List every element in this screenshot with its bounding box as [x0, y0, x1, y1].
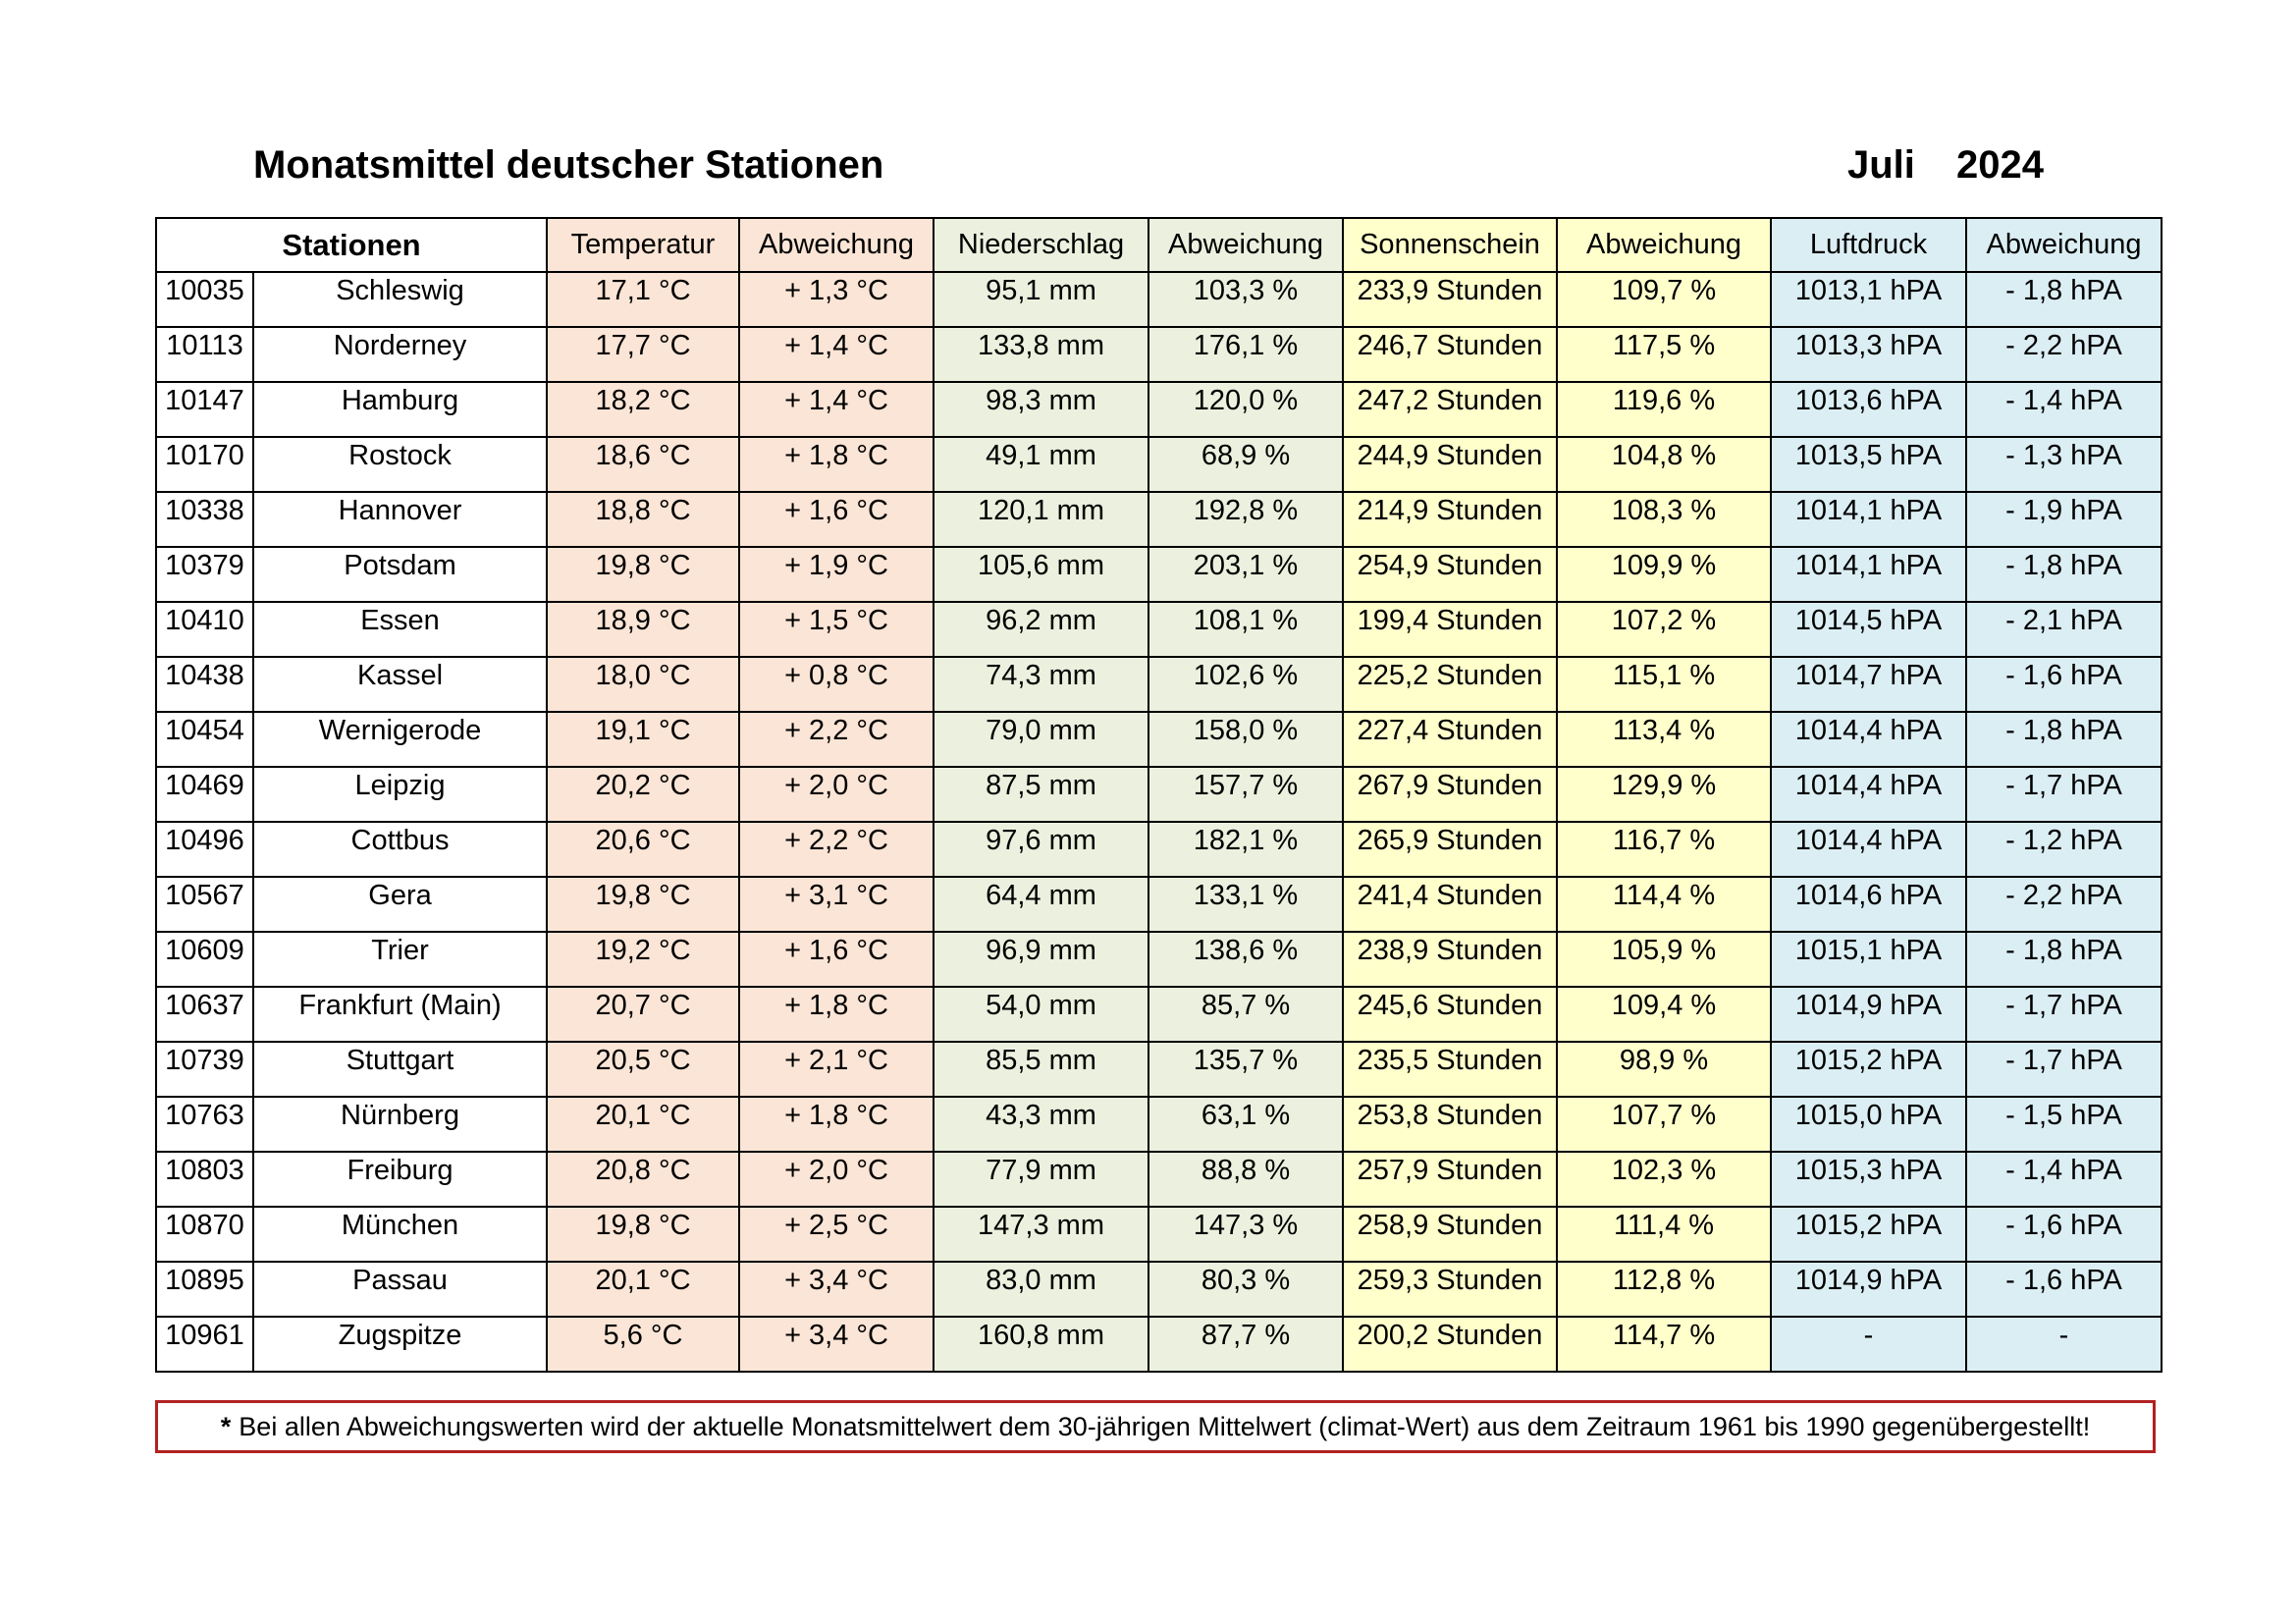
station-name: Kassel — [253, 657, 547, 712]
precipitation-value: 98,3 mm — [934, 382, 1148, 437]
sunshine-deviation: 111,4 % — [1557, 1207, 1771, 1262]
pressure-value: - — [1771, 1317, 1966, 1372]
temperature-value: 20,6 °C — [547, 822, 739, 877]
sunshine-deviation: 112,8 % — [1557, 1262, 1771, 1317]
sunshine-deviation: 114,4 % — [1557, 877, 1771, 932]
page-title: Monatsmittel deutscher Stationen — [253, 143, 884, 187]
sunshine-deviation: 107,7 % — [1557, 1097, 1771, 1152]
precipitation-value: 87,5 mm — [934, 767, 1148, 822]
header-niederschlag: Niederschlag — [934, 218, 1148, 272]
header-luftdruck: Luftdruck — [1771, 218, 1966, 272]
table-row — [156, 932, 2162, 987]
temperature-value: 20,7 °C — [547, 987, 739, 1042]
station-name: Zugspitze — [253, 1317, 547, 1372]
temperature-deviation: + 1,6 °C — [739, 492, 934, 547]
precipitation-deviation: 80,3 % — [1148, 1262, 1343, 1317]
sunshine-value: 225,2 Stunden — [1343, 657, 1557, 712]
precipitation-deviation: 102,6 % — [1148, 657, 1343, 712]
station-name: Potsdam — [253, 547, 547, 602]
precipitation-deviation: 182,1 % — [1148, 822, 1343, 877]
station-name: Frankfurt (Main) — [253, 987, 547, 1042]
temperature-value: 18,8 °C — [547, 492, 739, 547]
temperature-value: 20,2 °C — [547, 767, 739, 822]
temperature-value: 18,0 °C — [547, 657, 739, 712]
station-id: 10961 — [156, 1317, 253, 1372]
precipitation-deviation: 120,0 % — [1148, 382, 1343, 437]
sunshine-value: 235,5 Stunden — [1343, 1042, 1557, 1097]
station-name: München — [253, 1207, 547, 1262]
footnote-text: Bei allen Abweichungswerten wird der aktuelle Monatsmittelwert dem 30-jährigen Mittelwert (climat-Wert) aus dem Zeitraum 1961 bis 1990 gegenübergestellt! — [239, 1411, 2091, 1441]
station-id: 10567 — [156, 877, 253, 932]
station-name: Hannover — [253, 492, 547, 547]
temperature-deviation: + 1,8 °C — [739, 987, 934, 1042]
sunshine-deviation: 108,3 % — [1557, 492, 1771, 547]
precipitation-value: 147,3 mm — [934, 1207, 1148, 1262]
station-id: 10469 — [156, 767, 253, 822]
precipitation-deviation: 88,8 % — [1148, 1152, 1343, 1207]
station-id: 10147 — [156, 382, 253, 437]
precipitation-value: 95,1 mm — [934, 272, 1148, 327]
sunshine-value: 259,3 Stunden — [1343, 1262, 1557, 1317]
sunshine-deviation: 113,4 % — [1557, 712, 1771, 767]
temperature-deviation: + 2,1 °C — [739, 1042, 934, 1097]
precipitation-deviation: 85,7 % — [1148, 987, 1343, 1042]
temperature-deviation: + 1,4 °C — [739, 327, 934, 382]
station-name: Rostock — [253, 437, 547, 492]
table-row — [156, 1207, 2162, 1262]
temperature-deviation: + 1,8 °C — [739, 1097, 934, 1152]
sunshine-value: 227,4 Stunden — [1343, 712, 1557, 767]
temperature-deviation: + 3,4 °C — [739, 1262, 934, 1317]
station-name: Stuttgart — [253, 1042, 547, 1097]
table-row — [156, 657, 2162, 712]
station-id: 10763 — [156, 1097, 253, 1152]
station-id: 10895 — [156, 1262, 253, 1317]
precipitation-deviation: 192,8 % — [1148, 492, 1343, 547]
sunshine-value: 199,4 Stunden — [1343, 602, 1557, 657]
station-name: Hamburg — [253, 382, 547, 437]
header-sonnenschein: Sonnenschein — [1343, 218, 1557, 272]
sunshine-deviation: 109,9 % — [1557, 547, 1771, 602]
station-id: 10803 — [156, 1152, 253, 1207]
sunshine-deviation: 117,5 % — [1557, 327, 1771, 382]
station-id: 10870 — [156, 1207, 253, 1262]
precipitation-deviation: 87,7 % — [1148, 1317, 1343, 1372]
pressure-value: 1015,0 hPA — [1771, 1097, 1966, 1152]
precipitation-deviation: 203,1 % — [1148, 547, 1343, 602]
pressure-value: 1013,1 hPA — [1771, 272, 1966, 327]
month-label: Juli — [1847, 143, 1915, 187]
pressure-value: 1014,4 hPA — [1771, 822, 1966, 877]
pressure-deviation: - 1,4 hPA — [1966, 382, 2162, 437]
table-row — [156, 1262, 2162, 1317]
sunshine-deviation: 109,7 % — [1557, 272, 1771, 327]
temperature-value: 20,5 °C — [547, 1042, 739, 1097]
station-id: 10113 — [156, 327, 253, 382]
station-name: Cottbus — [253, 822, 547, 877]
table-body — [156, 272, 2162, 1372]
precipitation-value: 120,1 mm — [934, 492, 1148, 547]
pressure-value: 1014,4 hPA — [1771, 767, 1966, 822]
header-ns-abweichung: Abweichung — [1148, 218, 1343, 272]
header-temperatur: Temperatur — [547, 218, 739, 272]
temperature-deviation: + 1,9 °C — [739, 547, 934, 602]
station-name: Leipzig — [253, 767, 547, 822]
temperature-deviation: + 1,5 °C — [739, 602, 934, 657]
footnote-box — [155, 1400, 2156, 1453]
sunshine-value: 265,9 Stunden — [1343, 822, 1557, 877]
temperature-deviation: + 3,1 °C — [739, 877, 934, 932]
pressure-value: 1015,1 hPA — [1771, 932, 1966, 987]
pressure-deviation: - 1,7 hPA — [1966, 1042, 2162, 1097]
table-row — [156, 492, 2162, 547]
station-id: 10170 — [156, 437, 253, 492]
pressure-deviation: - — [1966, 1317, 2162, 1372]
table-row — [156, 1097, 2162, 1152]
pressure-value: 1013,3 hPA — [1771, 327, 1966, 382]
table-row — [156, 327, 2162, 382]
sunshine-deviation: 119,6 % — [1557, 382, 1771, 437]
station-id: 10609 — [156, 932, 253, 987]
pressure-value: 1013,6 hPA — [1771, 382, 1966, 437]
sunshine-value: 254,9 Stunden — [1343, 547, 1557, 602]
footnote-marker: * — [220, 1411, 232, 1441]
header-stationen: Stationen — [156, 218, 547, 272]
precipitation-deviation: 138,6 % — [1148, 932, 1343, 987]
pressure-deviation: - 1,9 hPA — [1966, 492, 2162, 547]
pressure-value: 1015,2 hPA — [1771, 1207, 1966, 1262]
pressure-value: 1014,4 hPA — [1771, 712, 1966, 767]
precipitation-value: 105,6 mm — [934, 547, 1148, 602]
precipitation-value: 97,6 mm — [934, 822, 1148, 877]
pressure-deviation: - 1,8 hPA — [1966, 272, 2162, 327]
year-label: 2024 — [1956, 143, 2044, 187]
precipitation-deviation: 147,3 % — [1148, 1207, 1343, 1262]
temperature-value: 19,8 °C — [547, 547, 739, 602]
temperature-deviation: + 1,8 °C — [739, 437, 934, 492]
precipitation-value: 74,3 mm — [934, 657, 1148, 712]
temperature-deviation: + 2,5 °C — [739, 1207, 934, 1262]
precipitation-deviation: 176,1 % — [1148, 327, 1343, 382]
temperature-value: 20,1 °C — [547, 1097, 739, 1152]
precipitation-value: 79,0 mm — [934, 712, 1148, 767]
pressure-deviation: - 2,2 hPA — [1966, 877, 2162, 932]
temperature-value: 18,2 °C — [547, 382, 739, 437]
sunshine-deviation: 109,4 % — [1557, 987, 1771, 1042]
station-name: Trier — [253, 932, 547, 987]
temperature-value: 19,8 °C — [547, 1207, 739, 1262]
station-name: Nürnberg — [253, 1097, 547, 1152]
station-id: 10739 — [156, 1042, 253, 1097]
pressure-deviation: - 1,6 hPA — [1966, 1207, 2162, 1262]
sunshine-value: 247,2 Stunden — [1343, 382, 1557, 437]
sunshine-deviation: 105,9 % — [1557, 932, 1771, 987]
precipitation-deviation: 68,9 % — [1148, 437, 1343, 492]
temperature-deviation: + 1,6 °C — [739, 932, 934, 987]
sunshine-deviation: 115,1 % — [1557, 657, 1771, 712]
table-row — [156, 437, 2162, 492]
sunshine-value: 246,7 Stunden — [1343, 327, 1557, 382]
pressure-value: 1014,7 hPA — [1771, 657, 1966, 712]
pressure-deviation: - 2,1 hPA — [1966, 602, 2162, 657]
precipitation-value: 49,1 mm — [934, 437, 1148, 492]
station-name: Gera — [253, 877, 547, 932]
precipitation-value: 133,8 mm — [934, 327, 1148, 382]
precipitation-value: 64,4 mm — [934, 877, 1148, 932]
temperature-value: 19,8 °C — [547, 877, 739, 932]
sunshine-value: 233,9 Stunden — [1343, 272, 1557, 327]
station-name: Freiburg — [253, 1152, 547, 1207]
sunshine-deviation: 129,9 % — [1557, 767, 1771, 822]
sunshine-deviation: 98,9 % — [1557, 1042, 1771, 1097]
pressure-value: 1014,1 hPA — [1771, 547, 1966, 602]
precipitation-value: 96,2 mm — [934, 602, 1148, 657]
table-row — [156, 987, 2162, 1042]
temperature-value: 20,8 °C — [547, 1152, 739, 1207]
precipitation-deviation: 133,1 % — [1148, 877, 1343, 932]
temperature-value: 17,1 °C — [547, 272, 739, 327]
pressure-deviation: - 1,7 hPA — [1966, 767, 2162, 822]
precipitation-value: 85,5 mm — [934, 1042, 1148, 1097]
table-row — [156, 272, 2162, 327]
station-id: 10410 — [156, 602, 253, 657]
table-row — [156, 767, 2162, 822]
table-row — [156, 547, 2162, 602]
precipitation-deviation: 158,0 % — [1148, 712, 1343, 767]
precipitation-deviation: 63,1 % — [1148, 1097, 1343, 1152]
table-row — [156, 712, 2162, 767]
sunshine-deviation: 107,2 % — [1557, 602, 1771, 657]
sunshine-value: 245,6 Stunden — [1343, 987, 1557, 1042]
sunshine-deviation: 116,7 % — [1557, 822, 1771, 877]
sunshine-value: 257,9 Stunden — [1343, 1152, 1557, 1207]
pressure-deviation: - 1,7 hPA — [1966, 987, 2162, 1042]
pressure-deviation: - 1,6 hPA — [1966, 1262, 2162, 1317]
sunshine-value: 258,9 Stunden — [1343, 1207, 1557, 1262]
pressure-deviation: - 1,4 hPA — [1966, 1152, 2162, 1207]
sunshine-deviation: 114,7 % — [1557, 1317, 1771, 1372]
pressure-value: 1015,2 hPA — [1771, 1042, 1966, 1097]
sunshine-value: 253,8 Stunden — [1343, 1097, 1557, 1152]
pressure-value: 1014,1 hPA — [1771, 492, 1966, 547]
pressure-deviation: - 2,2 hPA — [1966, 327, 2162, 382]
temperature-value: 20,1 °C — [547, 1262, 739, 1317]
precipitation-value: 160,8 mm — [934, 1317, 1148, 1372]
sunshine-value: 214,9 Stunden — [1343, 492, 1557, 547]
pressure-deviation: - 1,8 hPA — [1966, 547, 2162, 602]
sunshine-value: 244,9 Stunden — [1343, 437, 1557, 492]
temperature-deviation: + 0,8 °C — [739, 657, 934, 712]
station-id: 10438 — [156, 657, 253, 712]
station-id: 10338 — [156, 492, 253, 547]
table-row — [156, 877, 2162, 932]
table-row — [156, 382, 2162, 437]
temperature-value: 18,6 °C — [547, 437, 739, 492]
precipitation-value: 96,9 mm — [934, 932, 1148, 987]
pressure-value: 1013,5 hPA — [1771, 437, 1966, 492]
station-table — [155, 217, 2163, 1373]
temperature-deviation: + 3,4 °C — [739, 1317, 934, 1372]
precipitation-value: 83,0 mm — [934, 1262, 1148, 1317]
station-id: 10035 — [156, 272, 253, 327]
sunshine-deviation: 104,8 % — [1557, 437, 1771, 492]
temperature-deviation: + 2,2 °C — [739, 712, 934, 767]
table-row — [156, 1042, 2162, 1097]
table-row — [156, 1317, 2162, 1372]
sunshine-value: 238,9 Stunden — [1343, 932, 1557, 987]
temperature-value: 17,7 °C — [547, 327, 739, 382]
temperature-deviation: + 1,3 °C — [739, 272, 934, 327]
station-id: 10379 — [156, 547, 253, 602]
temperature-deviation: + 2,0 °C — [739, 1152, 934, 1207]
table-row — [156, 1152, 2162, 1207]
precipitation-value: 77,9 mm — [934, 1152, 1148, 1207]
precipitation-value: 54,0 mm — [934, 987, 1148, 1042]
pressure-value: 1014,5 hPA — [1771, 602, 1966, 657]
station-name: Wernigerode — [253, 712, 547, 767]
station-id: 10454 — [156, 712, 253, 767]
temperature-value: 19,2 °C — [547, 932, 739, 987]
temperature-value: 18,9 °C — [547, 602, 739, 657]
sunshine-value: 200,2 Stunden — [1343, 1317, 1557, 1372]
pressure-value: 1014,6 hPA — [1771, 877, 1966, 932]
temperature-value: 5,6 °C — [547, 1317, 739, 1372]
temperature-value: 19,1 °C — [547, 712, 739, 767]
precipitation-deviation: 157,7 % — [1148, 767, 1343, 822]
pressure-value: 1014,9 hPA — [1771, 1262, 1966, 1317]
header-sun-abweichung: Abweichung — [1557, 218, 1771, 272]
precipitation-deviation: 103,3 % — [1148, 272, 1343, 327]
station-id: 10496 — [156, 822, 253, 877]
table-row — [156, 822, 2162, 877]
pressure-deviation: - 1,3 hPA — [1966, 437, 2162, 492]
header-row — [156, 218, 2162, 272]
station-name: Norderney — [253, 327, 547, 382]
station-name: Essen — [253, 602, 547, 657]
sunshine-deviation: 102,3 % — [1557, 1152, 1771, 1207]
header-temp-abweichung: Abweichung — [739, 218, 934, 272]
precipitation-value: 43,3 mm — [934, 1097, 1148, 1152]
header-air-abweichung: Abweichung — [1966, 218, 2162, 272]
temperature-deviation: + 1,4 °C — [739, 382, 934, 437]
table-row — [156, 602, 2162, 657]
pressure-deviation: - 1,6 hPA — [1966, 657, 2162, 712]
temperature-deviation: + 2,0 °C — [739, 767, 934, 822]
sunshine-value: 241,4 Stunden — [1343, 877, 1557, 932]
station-id: 10637 — [156, 987, 253, 1042]
pressure-deviation: - 1,2 hPA — [1966, 822, 2162, 877]
station-name: Passau — [253, 1262, 547, 1317]
sunshine-value: 267,9 Stunden — [1343, 767, 1557, 822]
pressure-deviation: - 1,5 hPA — [1966, 1097, 2162, 1152]
pressure-deviation: - 1,8 hPA — [1966, 932, 2162, 987]
pressure-value: 1015,3 hPA — [1771, 1152, 1966, 1207]
precipitation-deviation: 135,7 % — [1148, 1042, 1343, 1097]
pressure-deviation: - 1,8 hPA — [1966, 712, 2162, 767]
station-name: Schleswig — [253, 272, 547, 327]
temperature-deviation: + 2,2 °C — [739, 822, 934, 877]
precipitation-deviation: 108,1 % — [1148, 602, 1343, 657]
pressure-value: 1014,9 hPA — [1771, 987, 1966, 1042]
